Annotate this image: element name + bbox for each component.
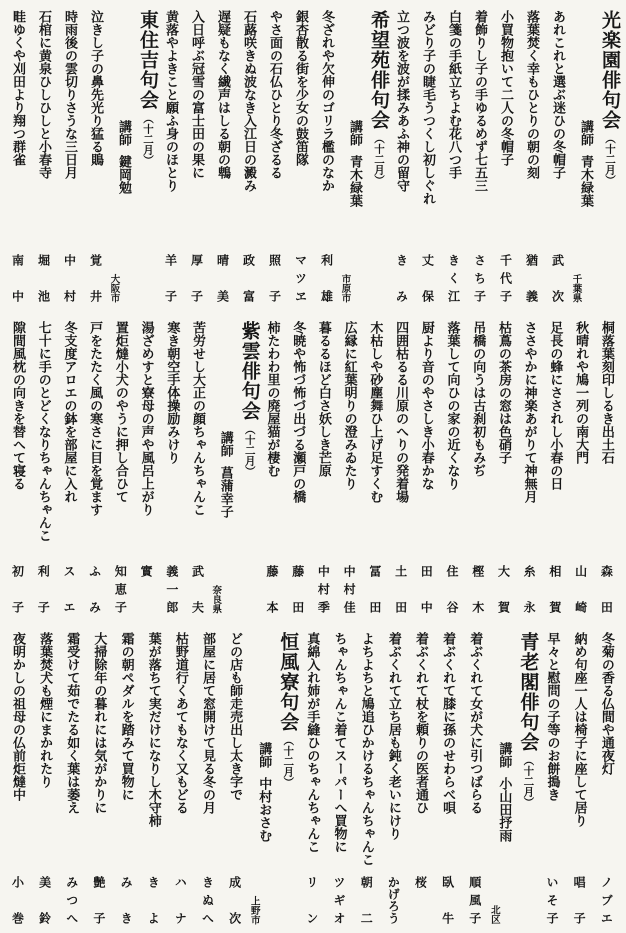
poem-text: 苦労せし大正の顔ちゃんちゃんこ [190,321,206,516]
poem-author: みき [119,876,134,924]
poem-author: 冨田 [367,565,382,613]
poem-column [185,321,210,613]
poem-column [31,321,56,613]
poem-column [141,632,166,924]
section-title: 希望苑俳句会 [368,10,390,130]
poem-column [389,10,414,302]
poem-column [82,321,107,613]
poem-author: 樫木 [470,565,485,613]
teacher-role-label: 講師 [217,431,233,457]
poem-column [362,321,387,613]
poem-author: リン [304,876,319,924]
poem-text: 早々と慰問の子等のお餅搗き [544,632,560,801]
poem-column [337,321,362,613]
poem-text: 七十に手のとどくなりちゃんちゃんこ [35,321,51,542]
section-region: 北区 [488,905,500,924]
poem-author: 丈保 [420,254,435,302]
poem-author: 初子 [10,565,25,613]
section-credit [489,632,510,924]
poem-column [415,10,440,302]
poem-author: 猶義 [524,254,539,302]
poem-column [542,321,567,613]
poem-author: 大賀 [496,565,511,613]
poem-author: 美鈴 [37,876,52,924]
poem-author: きぬへ [200,876,215,924]
poem-text: 石蕗咲きぬ波なき入江日の澱み [241,10,256,192]
poem-author: 艶子 [91,876,106,924]
poem-text: 落葉焚犬も煙にまかれたり [37,632,53,788]
poem-text: 立つ波を波が揉みあふ神の留守 [394,10,409,192]
poem-text: 泣きし子の鼻先光り猛る鵙 [88,10,103,166]
teacher-name: 青木緑葉 [578,155,593,207]
section-period: （十二月） [243,424,256,477]
poem-text: 柿たわわ里の廃屋猫が棲む [264,321,280,477]
section-region: 奈良県 [210,584,222,613]
poem-text: 夜明かしの祖母の仏前炬燵中 [10,632,25,801]
section-title-column [270,632,300,924]
poem-text: 置炬燵小犬のやうに押し合ひて [112,321,128,503]
band-bottom [5,632,619,924]
poem-author: 住谷 [445,565,459,613]
poem-text: みどり子の睫毛うつくし初しぐれ [420,10,435,205]
poem-author: 山崎 [573,565,588,613]
poem-column [435,632,460,924]
poem-text: 畦ゆくや刈田より翔つ群雀 [10,10,25,166]
poem-text: 着飾りし子の手ゆるめず七五三 [472,10,487,192]
poem-text: 厨より音のやさしき小春かな [418,321,434,490]
poem-author: マツヱ [293,254,308,302]
section-credit [340,10,361,302]
teacher-name: 中村おさむ [256,777,272,842]
poem-column [545,10,570,302]
poem-column [493,10,518,302]
poem-author: スエ [61,565,76,613]
poem-column [594,632,619,924]
poem-column [158,10,183,302]
poem-text: 冬菊の香る仏間や通夜灯 [598,632,614,775]
poem-column [327,632,352,924]
poem-author: 知恵子 [113,565,128,613]
poem-column [568,321,593,613]
poem-column [408,632,433,924]
poem-author: 厚子 [189,254,204,302]
poem-author: きく江 [446,254,461,302]
poem-text: 霜の朝ペダルを踏みて買物に [118,632,134,801]
section-title-column [130,10,157,302]
poem-column [462,632,487,924]
poem-column [594,321,619,613]
poem-text: 黄落やよきこと願ふ身のほとり [163,10,178,192]
poem-column [259,321,284,613]
poem-text: よちよちと鳩追ひかけるちゃんちゃんこ [358,632,374,866]
teacher-name: 鍵岡勉 [116,155,131,194]
poem-author: いそ子 [545,876,560,924]
poem-text: 寒き朝空手体操励みけり [164,321,180,464]
teacher-role-label: 講師 [347,120,362,146]
poem-text: 広縁に紅葉明りの澄みゐたり [341,321,357,490]
section-header [248,632,300,924]
band-top [5,10,619,302]
poem-author: 藤田 [290,565,305,613]
poem-author: 成次 [227,876,242,924]
poem-author: 晴美 [215,254,230,302]
teacher-name: 小山田抒雨 [496,777,512,842]
poem-text: 冬ざれや欠伸のゴリラ檻のなか [319,10,334,192]
poem-text: 霜受けて茹でたる如く葉は萎え [64,632,80,814]
poem-author: 唱子 [572,876,587,924]
poem-author: 南中 [10,254,25,302]
poem-author: 政富 [241,254,256,302]
poem-author: 相賀 [547,565,562,613]
section-title: 紫雲俳句会 [238,321,261,421]
poem-column [159,321,184,613]
poem-text: 真綿入れ姉が手縫ひのちゃんちゃんこ [304,632,320,853]
poem-text: 湯ざめすと寮母の声や風呂上がり [138,321,154,516]
poem-column [314,10,339,302]
poem-column [83,10,108,302]
section-region: 大阪市 [108,273,120,302]
section-title-column [361,10,388,302]
poem-column [441,10,466,302]
teacher-name: 菖蒲幸子 [217,466,233,518]
poem-author: 中村 [62,254,77,302]
poem-text: 桐落葉刻印しるき出土石 [598,321,614,464]
section-title: 恒風寮句会 [277,632,300,732]
poem-author: ノブエ [599,876,614,924]
poem-text: 着ぶくれて杖を頼りの医者通ひ [412,632,428,814]
poem-column [540,632,565,924]
section-credit [249,632,270,924]
section-title: 東住吉句会 [137,10,159,110]
poem-text: 遅疑もなく繊声はしる朝の鵯 [215,10,230,179]
poem-column [288,10,313,302]
poem-text: 秋晴れや鳩一列の南大門 [573,321,589,464]
poem-author: 利子 [36,565,51,613]
poem-text: 木枯しや砂塵舞ひ上げ足すくむ [367,321,383,503]
poem-author: 朝二 [359,876,374,924]
poem-column [567,632,592,924]
poem-text: 白箋の手紙立ちよむ花八つ手 [446,10,461,179]
poem-author: 實 [139,565,154,577]
poem-column [467,10,492,302]
poem-text: 冬暁や怖づ怖づ出づる瀬戸の橋 [290,321,306,503]
poem-column [354,632,379,924]
poem-text: 吊橋の向うは古刹初もみぢ [470,321,486,477]
poem-column [168,632,193,924]
section-region: 市原市 [339,273,351,302]
poem-author: 森田 [599,565,614,613]
poem-column [210,10,235,302]
poem-column [56,321,81,613]
teacher-role-label: 講師 [496,742,512,768]
poem-text: 葉が落ちて実だけになりし木守柿 [145,632,161,827]
poem-author: ふみ [87,565,102,613]
poem-text: やさ面の石仏ひとり冬ざるる [267,10,282,179]
poem-column [414,321,439,613]
poem-column [262,10,287,302]
poem-column [388,321,413,613]
poem-author: 利雄 [319,254,334,302]
poem-author: 羊子 [163,254,178,302]
band-middle [5,321,619,613]
section-header [488,632,540,924]
section-credit [571,10,592,302]
poem-column [299,632,324,924]
poem-column [86,632,111,924]
poem-text: 着ぶくれて女が犬に引つばらる [467,632,483,814]
section-period: （十二月） [604,133,616,186]
poem-author: 田中 [419,565,434,613]
poem-column [465,321,490,613]
poem-author: 千代子 [498,254,513,302]
poem-column [381,632,406,924]
poem-text: 銀杏散る街を少女の鼓笛隊 [293,10,308,166]
poem-column [236,10,261,302]
poem-column [5,632,30,924]
poem-author: 義一郎 [164,565,179,613]
poem-author: 順風子 [467,876,482,924]
poem-author: きみ [394,254,409,302]
poem-column [32,632,57,924]
poem-text: 着ぶくれて立ち居も鈍く老いにけり [385,632,401,840]
poem-text: 戸をたたく風の寒さに目を覚ます [87,321,103,516]
poem-author: きよ [146,876,161,924]
section-period: （十二月） [522,755,535,808]
poem-author: 藤本 [264,565,279,613]
poem-author: 堀池 [36,254,51,302]
poem-text: 大掃除年の暮れには気がかりに [91,632,107,814]
poem-author: ハナ [173,876,188,924]
poem-author: 臥牛 [440,876,455,924]
poem-text: 部屋に居て窓開けて見る冬の月 [199,632,215,814]
poem-column [59,632,84,924]
poem-author: 中村佳 [342,565,357,613]
poem-column [31,10,56,302]
section-credit [211,321,232,613]
poem-author: 土田 [393,565,408,613]
poem-text: 入日呼ぶ冠雪の富士田の果に [189,10,204,179]
section-region: 千葉県 [570,273,582,302]
poem-column [184,10,209,302]
poem-author: さち子 [472,254,487,302]
teacher-role-label: 講師 [578,120,593,146]
poem-author: 武次 [550,254,565,302]
poem-text: 納め句座一人は椅子に座して居り [571,632,587,827]
section-period: （十二月） [142,113,154,166]
poem-text: 冬支度アロエの鉢を部屋に入れ [61,321,77,503]
poem-column [5,321,30,613]
poem-text: ちゃんちゃんこ着てスーパーへ買物に [331,632,347,853]
poem-text: 枯蔦の茶房の窓は色硝子 [495,321,511,464]
poem-text: 着ぶくれて膝に孫のせわらべ唄 [440,632,456,814]
poem-author: 覚井 [88,254,103,302]
poem-text: 落葉して向ひの家の近くなり [444,321,460,490]
poem-author: かげろう [386,876,401,924]
teacher-role-label: 講師 [256,742,272,768]
poem-column [519,10,544,302]
section-header [340,10,388,302]
poem-author: 小巻 [10,876,25,924]
section-credit [109,10,130,302]
poem-text: どの店も師走売出し太き字で [227,632,243,801]
poem-text: 隙間風枕の向きを替へて寝る [10,321,25,490]
poem-text: 四囲枯るる川原のへりの発着場 [393,321,409,503]
poem-column [5,10,30,302]
section-header [109,10,157,302]
section-title: 青老閣俳句会 [517,632,540,752]
poem-author: 武夫 [190,565,205,613]
poem-author: 桜 [413,876,428,888]
poem-column [222,632,247,924]
poem-text: 足長の蜂にさされし小春の日 [547,321,563,490]
poem-column [517,321,542,613]
section-period: （十二月） [373,133,385,186]
teacher-role-label: 講師 [116,120,131,146]
poem-text: 落葉焚く幸もひとりの朝の刻 [524,10,539,179]
section-title-column [232,321,259,613]
poem-text: 暮るるほど白さ妖しき芒原 [315,321,331,477]
poem-column [57,10,82,302]
section-title-column [592,10,619,302]
section-header [571,10,619,302]
poem-text: 小買物抱いて二人の冬帽子 [498,10,513,166]
section-period: （十二月） [282,735,295,788]
section-header [211,321,259,613]
section-region: 上野市 [248,895,260,924]
poem-text: ささやかに神楽あがりて神無月 [521,321,537,503]
poem-author: 照子 [267,254,282,302]
poem-column [311,321,336,613]
poem-column [491,321,516,613]
poem-author: みつへ [64,876,79,924]
poem-column [195,632,220,924]
poem-author: 中村季 [316,565,331,613]
poem-column [108,321,133,613]
poem-column [440,321,465,613]
poem-column [285,321,310,613]
poem-column [114,632,139,924]
poem-text: 石棺に黄泉ひしひしと小春寺 [36,10,51,179]
poem-text: あれこれと選ぶ迷ひの冬帽子 [550,10,565,179]
poem-text: 枯野道行くあてもなく又もどる [172,632,188,814]
section-title-column [510,632,540,924]
teacher-name: 青木緑葉 [347,155,362,207]
poem-text: 時雨後の雲切りさうな三日月 [62,10,77,179]
poem-author: 糸永 [522,565,537,613]
poem-column [134,321,159,613]
poem-author: ツギオ [332,876,347,924]
section-title: 光楽園俳句会 [599,10,621,130]
